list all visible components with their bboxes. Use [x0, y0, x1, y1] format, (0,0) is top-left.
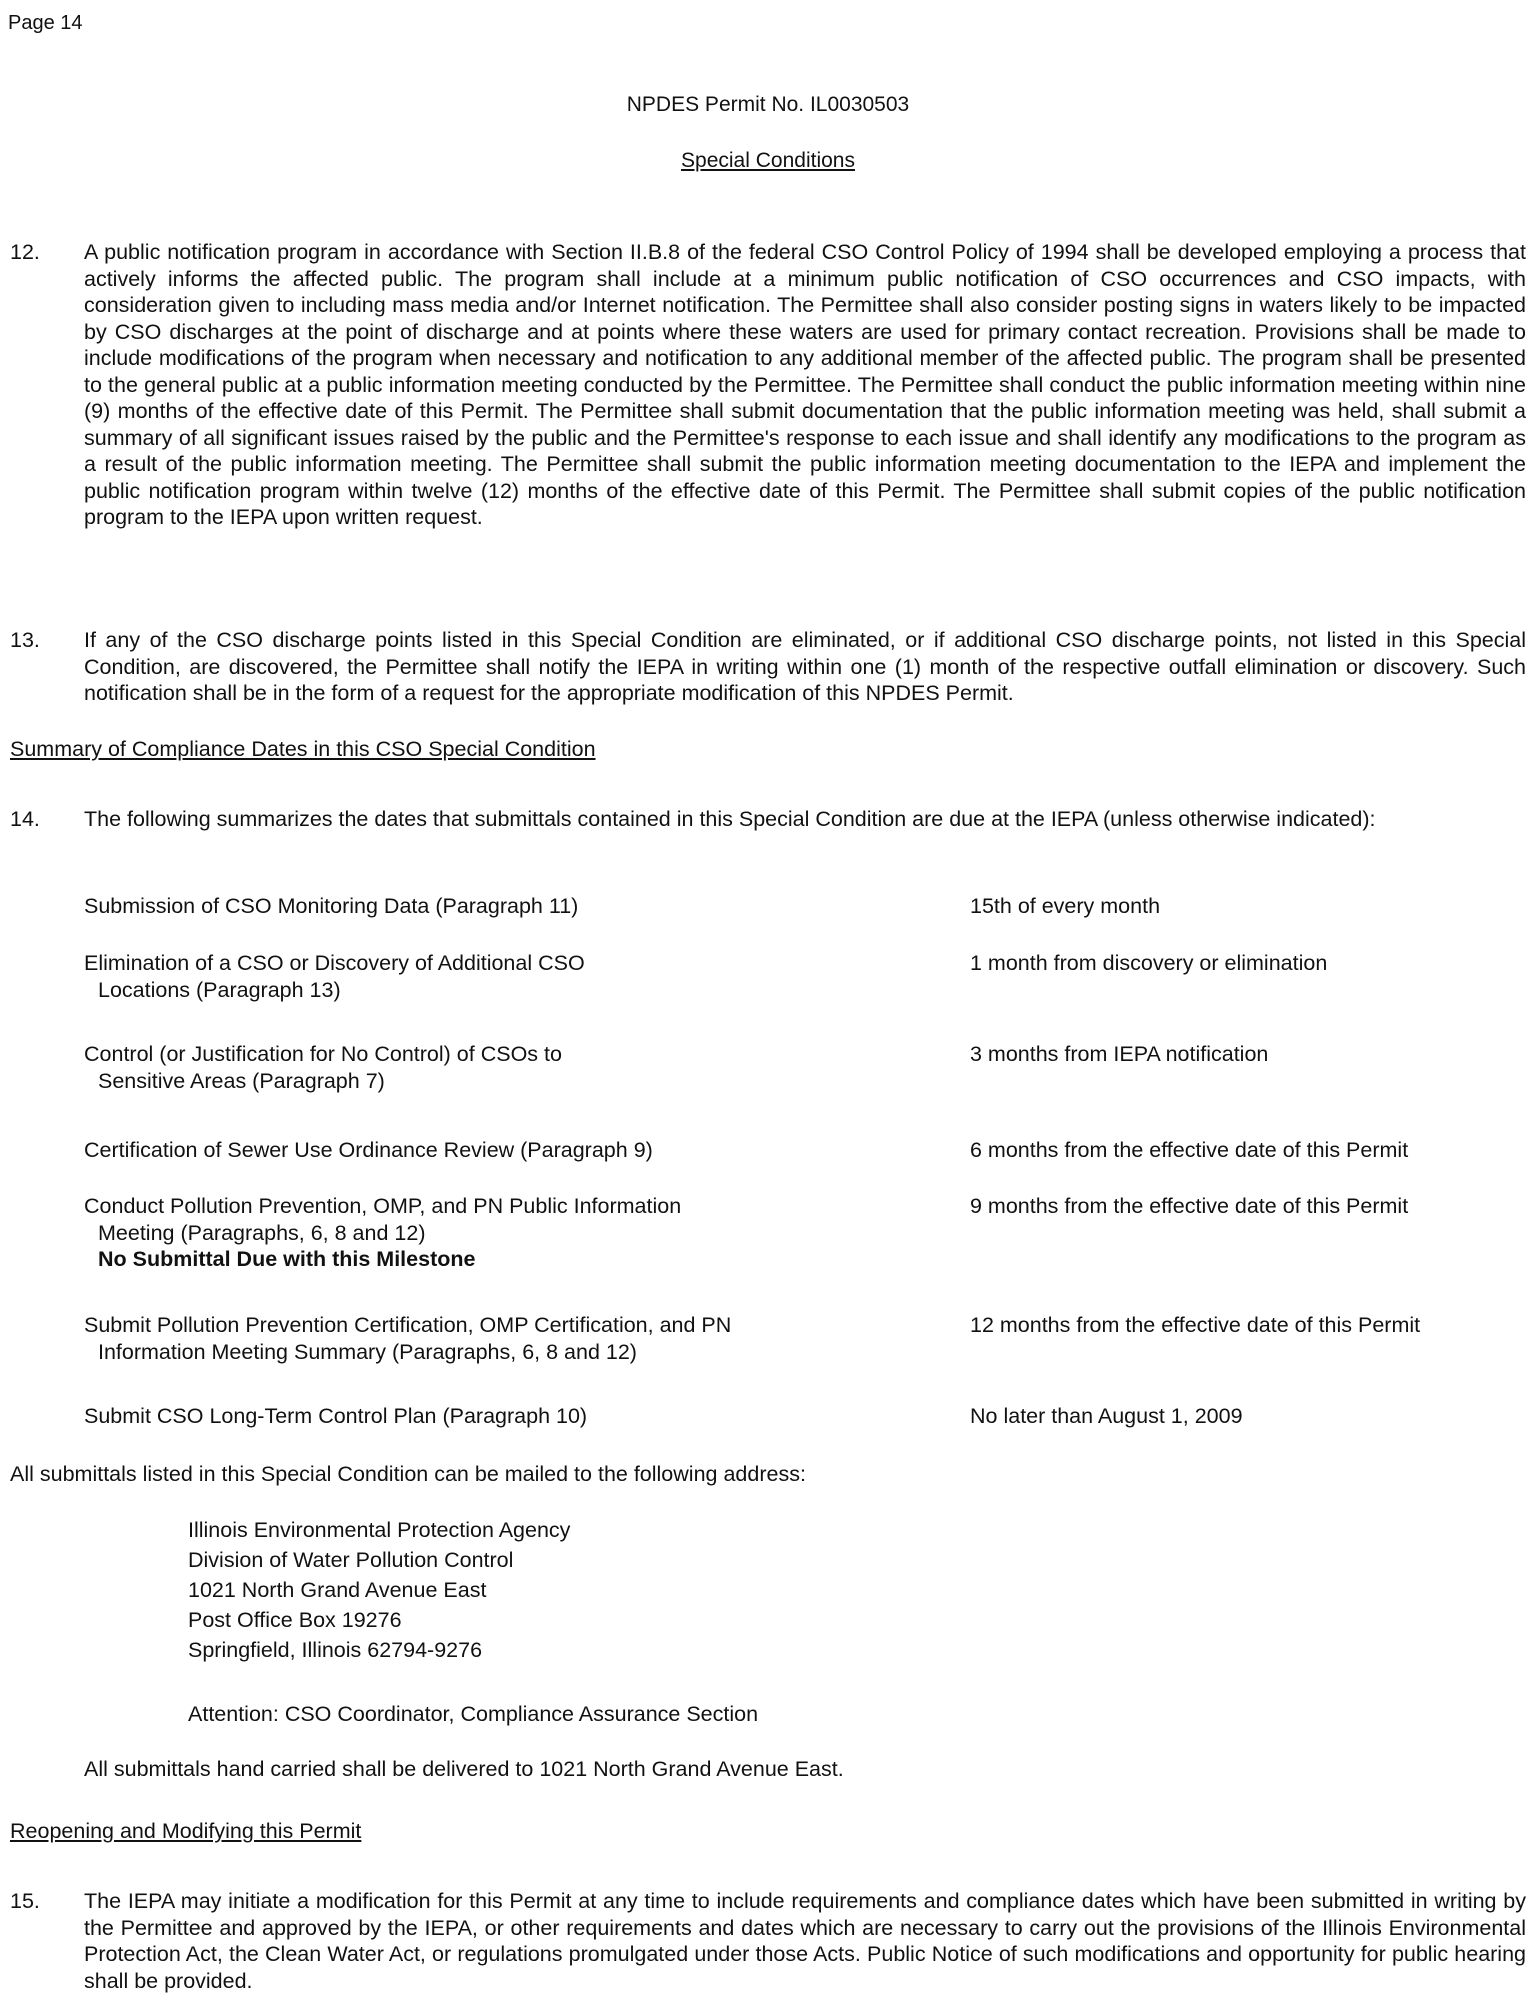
due-date: No later than August 1, 2009: [970, 1404, 1243, 1428]
milestone-line: Certification of Sewer Use Ordinance Review (Paragraph 9): [84, 1138, 653, 1162]
paragraph-number: 15.: [10, 1889, 40, 1913]
due-date: 6 months from the effective date of this Permit: [970, 1138, 1409, 1162]
permit-number: NPDES Permit No. IL0030503: [626, 93, 910, 116]
milestone-note: No Submittal Due with this Milestone: [98, 1247, 476, 1271]
due-date: 15th of every month: [970, 894, 1161, 918]
paragraph-text: If any of the CSO discharge points listed in this Special Condition are eliminated, or if additional CSO discharge points, not listed in this Special Condition, are discovered, the Permittee shall notify the IEPA in writing within one (1) month of the respective outfall elimination or discovery. Such notification shall be in the form of a request for the appropriate modification of this NPDES Permit.: [84, 628, 1526, 705]
milestone: [84, 1041, 944, 1094]
paragraph-text: The following summarizes the dates that submittals contained in this Special Condition are due at the IEPA (unless otherwise indicated):: [84, 807, 1376, 831]
section-title-text: Special Conditions: [681, 149, 855, 172]
due-date: 1 month from discovery or elimination: [970, 951, 1328, 975]
hand-carried-note: All submittals hand carried shall be delivered to 1021 North Grand Avenue East.: [84, 1757, 844, 1781]
paragraph-number: 13.: [10, 628, 40, 652]
due-date: 3 months from IEPA notification: [970, 1042, 1269, 1066]
milestone: [84, 1312, 944, 1365]
paragraph-13: [10, 627, 1526, 707]
section-title: [0, 148, 1536, 175]
page-number: Page 14: [8, 12, 83, 34]
paragraph-number: 14.: [10, 807, 40, 831]
milestone: [84, 1193, 944, 1273]
mail-intro: All submittals listed in this Special Condition can be mailed to the following address:: [10, 1462, 806, 1486]
milestone-line: Elimination of a CSO or Discovery of Additional CSO: [84, 951, 585, 975]
milestone-line: Submission of CSO Monitoring Data (Paragraph 11): [84, 894, 579, 918]
address-line: 1021 North Grand Avenue East: [188, 1578, 487, 1602]
milestone: [84, 893, 944, 920]
address-line: Division of Water Pollution Control: [188, 1548, 514, 1572]
attention-line: Attention: CSO Coordinator, Compliance Assurance Section: [188, 1702, 759, 1726]
milestone-line-continued: Sensitive Areas (Paragraph 7): [98, 1068, 385, 1093]
milestone-line-continued: Information Meeting Summary (Paragraphs, 6, 8 and 12): [98, 1339, 637, 1364]
reopening-heading: Reopening and Modifying this Permit: [10, 1819, 362, 1843]
summary-heading: Summary of Compliance Dates in this CSO Special Condition: [10, 737, 596, 761]
milestone-line: Conduct Pollution Prevention, OMP, and PN Public Information: [84, 1194, 682, 1218]
paragraph-text: A public notification program in accordance with Section II.B.8 of the federal CSO Control Policy of 1994 shall be developed employing a process that actively informs the affected public. The program shall include at a minimum public notification of CSO occurrences and CSO impacts, with consideration given to including mass media and/or Internet notification. The Permittee shall also consider posting signs in waters likely to be impacted by CSO discharges at the point of discharge and at points where these waters are used for primary contact recreation. Provisions shall be made to include modifications of the program when necessary and notification to any additional member of the affected public. The program shall be presented to the general public at a public information meeting conducted by the Permittee. The Permittee shall conduct the public information meeting within nine (9) months of the effective date of this Permit. The Permittee shall submit documentation that the public information meeting was held, shall submit a summary of all significant issues raised by the public and the Permittee's response to each issue and shall identify any modifications to the program as a result of the public information meeting. The Permittee shall submit the public information meeting documentation to the IEPA and implement the public notification program within twelve (12) months of the effective date of this Permit. The Permittee shall submit copies of the public notification program to the IEPA upon written request.: [84, 240, 1526, 529]
milestone-line: Submit CSO Long-Term Control Plan (Paragraph 10): [84, 1404, 588, 1428]
address-line: Post Office Box 19276: [188, 1608, 402, 1632]
paragraph-14: [10, 806, 1526, 833]
milestone: [84, 1403, 944, 1430]
milestone-line-continued: Meeting (Paragraphs, 6, 8 and 12): [98, 1220, 426, 1245]
due-date: 9 months from the effective date of this Permit: [970, 1194, 1409, 1218]
milestone-line: Submit Pollution Prevention Certification, OMP Certification, and PN: [84, 1313, 732, 1337]
paragraph-number: 12.: [10, 240, 40, 264]
milestone-line-continued: Locations (Paragraph 13): [98, 977, 341, 1002]
paragraph-12: [10, 239, 1526, 531]
address-line: Illinois Environmental Protection Agency: [188, 1518, 571, 1542]
paragraph-text: The IEPA may initiate a modification for this Permit at any time to include requirements and compliance dates which have been submitted in writing by the Permittee and approved by the IEPA, or other requirements and dates which are necessary to carry out the provisions of the Illinois Environmental Protection Act, the Clean Water Act, or regulations promulgated under those Acts. Public Notice of such modifications and opportunity for public hearing shall be provided.: [84, 1889, 1526, 1993]
milestone: [84, 1137, 944, 1164]
mailing-address: [188, 1515, 570, 1665]
paragraph-15: [10, 1888, 1526, 1994]
milestone: [84, 950, 944, 1003]
milestone-line: Control (or Justification for No Control) of CSOs to: [84, 1042, 562, 1066]
due-date: 12 months from the effective date of this Permit: [970, 1313, 1421, 1337]
address-line: Springfield, Illinois 62794-9276: [188, 1638, 483, 1662]
